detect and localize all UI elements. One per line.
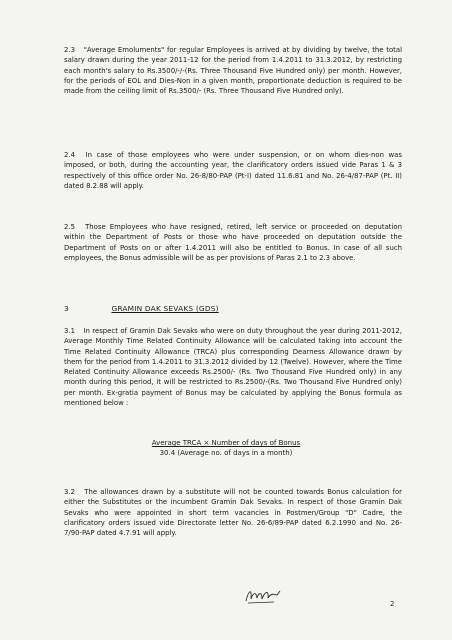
- section-heading-gds: [64, 304, 219, 313]
- paragraph-number: 2.5: [64, 223, 75, 231]
- paragraph-number: 3.1: [64, 327, 75, 335]
- paragraph-number: 3.2: [64, 488, 75, 496]
- paragraph-2-4: [64, 150, 402, 191]
- paragraph-text: Those Employees who have resigned, retired, left service or proceeded on deputation within the Department of Posts or those who have proceeded on deputation outside the Department of Posts on or after 1.4.2011 will also be entitled to Bonus. In case of all such employees, the Bonus admissible will be as per provisions of Paras 2.1 to 2.3 above.: [64, 223, 402, 262]
- paragraph-text: "Average Emoluments" for regular Employees is arrived at by dividing by twelve, the total salary drawn during the year 2011-12 for the period from 1.4.2011 to 31.3.2012, by restricting each month's salary to Rs.3500/-/-(Rs. Three Thousand Five Hundred only) per month. However, for the periods of EOL and Dies-Non in a given month, proportionate deduction is required to be made from the ceiling limit of Rs.3500/- (Rs. Three Thousand Five Hundred only).: [64, 46, 402, 96]
- bonus-formula: [0, 438, 452, 458]
- paragraph-text: In case of those employees who were under suspension, or on whom dies-non was imposed, or both, during the accounting year, the clarificatory orders issued vide Paras 1 & 3 respectively of this office order No. 26-8/80-PAP (Pt-I) dated 11.6.81 and No. 26-4/87-PAP (Pt. II) dated 8.2.88 will apply.: [64, 151, 402, 190]
- paragraph-text: In respect of Gramin Dak Sevaks who were on duty throughout the year during 2011-2012, Average Monthly Time Related Continuity Allowance will be calculated taking into account the Time Related Continuity Allowance (TRCA) plus corresponding Dearness Allowance drawn by them for the period from 1.4.2011 to 31.3.2012 divided by 12 (Twelve). However, where the Time Related Continuity Allowance exceeds Rs.2500/- (Rs. Two Thousand Five Hundred only) in any month during this period, it will be restricted to Rs.2500/-(Rs. Two Thousand Five Hundred only) per month. Ex-gratia payment of Bonus may be calculated by applying the Bonus formula as mentioned below :: [64, 327, 403, 408]
- paragraph-2-5: [64, 222, 402, 263]
- formula-numerator: Average TRCA × Number of days of Bonus: [151, 439, 301, 447]
- paragraph-3-2: [64, 487, 402, 538]
- section-number: 3: [64, 304, 69, 313]
- section-title: GRAMIN DAK SEVAKS (GDS): [111, 304, 219, 313]
- paragraph-3-1: [64, 326, 402, 408]
- page-number: 2: [390, 600, 395, 608]
- paragraph-2-3: [64, 45, 402, 96]
- formula-denominator: 30.4 (Average no. of days in a month): [159, 449, 293, 457]
- paragraph-number: 2.3: [64, 46, 75, 54]
- signature-image: [244, 585, 284, 607]
- paragraph-text: The allowances drawn by a substitute will not be counted towards Bonus calculation for either the Substitutes or the incumbent Gramin Dak Sevaks. In respect of those Gramin Dak Sevaks who were appointed in short term vacancies in Postmen/Group "D" Cadre, the clarificatory orders issued vide Directorate letter No. 26-6/89-PAP dated 6.2.1990 and No. 26-7/90-PAP dated 4.7.91 will apply.: [64, 488, 402, 538]
- paragraph-number: 2.4: [64, 151, 75, 159]
